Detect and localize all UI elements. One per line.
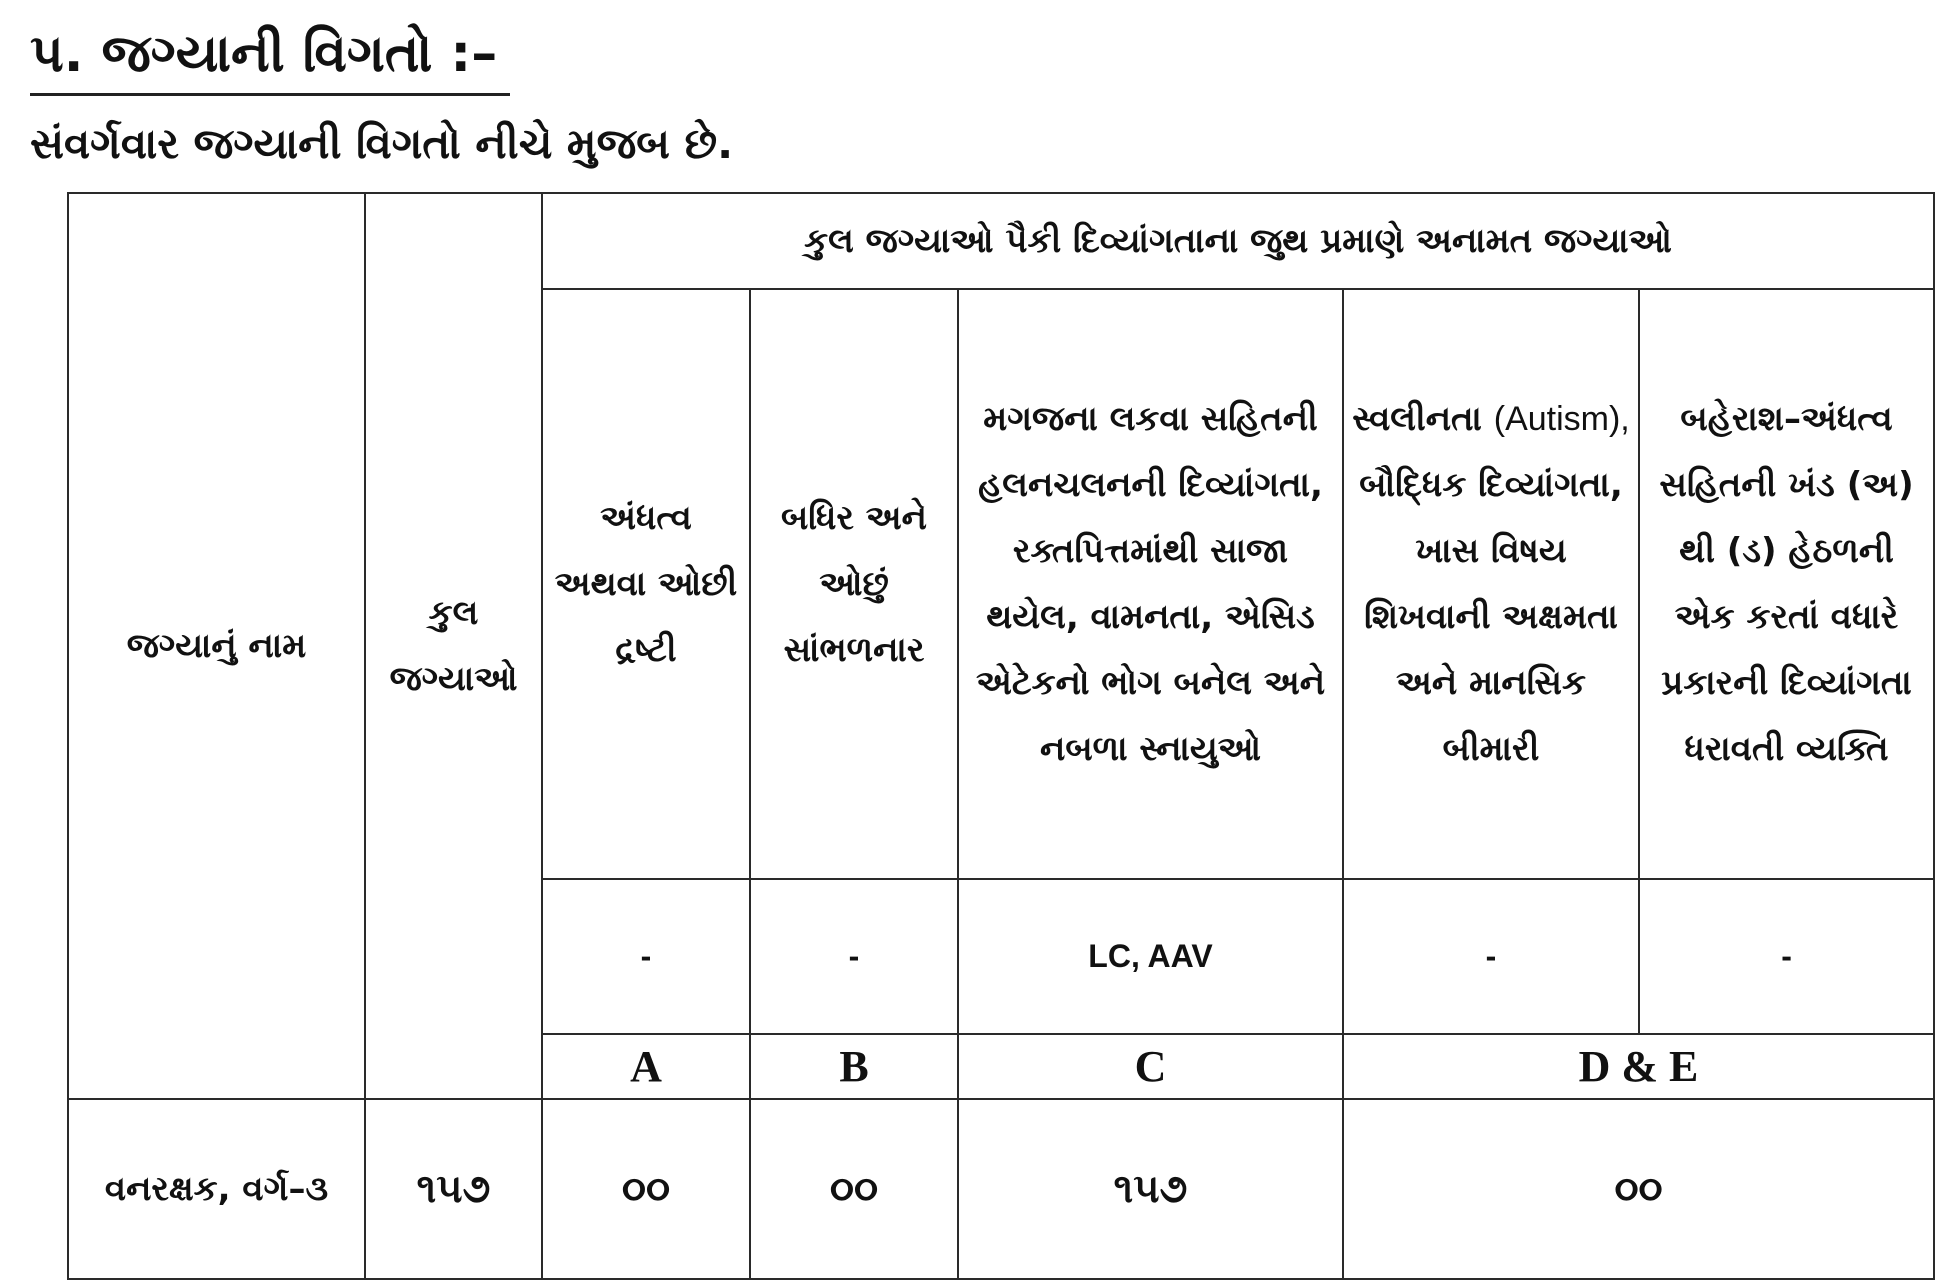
category-d-label-part1: સ્વલીનતા <box>1352 399 1482 439</box>
reserved-group-header: કુલ જગ્યાઓ પૈકી દિવ્યાંગતાના જુથ પ્રમાણે અનામત જગ્યાઓ <box>542 193 1934 289</box>
category-c-count: ૧૫૭ <box>958 1099 1343 1279</box>
category-c-label: મગજના લકવા સહિતની હલનચલનની દિવ્યાંગતા, રક્તપિત્તમાંથી સાજા થયેલ, વામનતા, એસિડ એટેકનો ભોગ બનેલ અને નબળા સ્નાયુઓ <box>958 289 1343 879</box>
category-a-label: અંધત્વ અથવા ઓછી દ્રષ્ટી <box>542 289 750 879</box>
category-b-letter: B <box>750 1034 958 1099</box>
section-subheading: સંવર્ગવાર જગ્યાની વિગતો નીચે મુજબ છે. <box>30 119 734 168</box>
total-posts-cell: ૧૫૭ <box>365 1099 542 1279</box>
category-a-count: ૦૦ <box>542 1099 750 1279</box>
post-details-table <box>67 192 1935 1280</box>
category-b-label: બધિર અને ઓછું સાંભળનાર <box>750 289 958 879</box>
post-name-cell: વનરક્ષક, વર્ગ–૩ <box>68 1099 365 1279</box>
group-header-row <box>68 193 1934 289</box>
category-e-label: બહેરાશ–અંધત્વ સહિતની ખંડ (અ) થી (ડ) હેઠળની એક કરતાં વધારે પ્રકારની દિવ્યાંગતા ધરાવતી વ્યક્તિ <box>1639 289 1934 879</box>
total-posts-header: કુલ જગ્યાઓ <box>365 193 542 1099</box>
section-heading: પ. જગ્યાની વિગતો :– <box>30 24 498 84</box>
category-b-count: ૦૦ <box>750 1099 958 1279</box>
category-a-letter: A <box>542 1034 750 1099</box>
category-c-letter: C <box>958 1034 1343 1099</box>
category-a-code: - <box>542 879 750 1034</box>
category-d-code: - <box>1343 879 1639 1034</box>
category-d-label <box>1343 289 1639 879</box>
category-e-code: - <box>1639 879 1934 1034</box>
category-b-code: - <box>750 879 958 1034</box>
category-c-code: LC, AAV <box>958 879 1343 1034</box>
table-row <box>68 1099 1934 1279</box>
category-de-count: ૦૦ <box>1343 1099 1934 1279</box>
category-d-label-part2: બૌદ્ધિક દિવ્યાંગતા, ખાસ વિષય શિખવાની અક્ષમતા અને માનસિક બીમારી <box>1359 465 1623 769</box>
post-name-header: જગ્યાનું નામ <box>68 193 365 1099</box>
category-de-letter: D & E <box>1343 1034 1934 1099</box>
heading-underline <box>30 93 510 96</box>
category-d-label-autism: (Autism), <box>1493 400 1630 438</box>
